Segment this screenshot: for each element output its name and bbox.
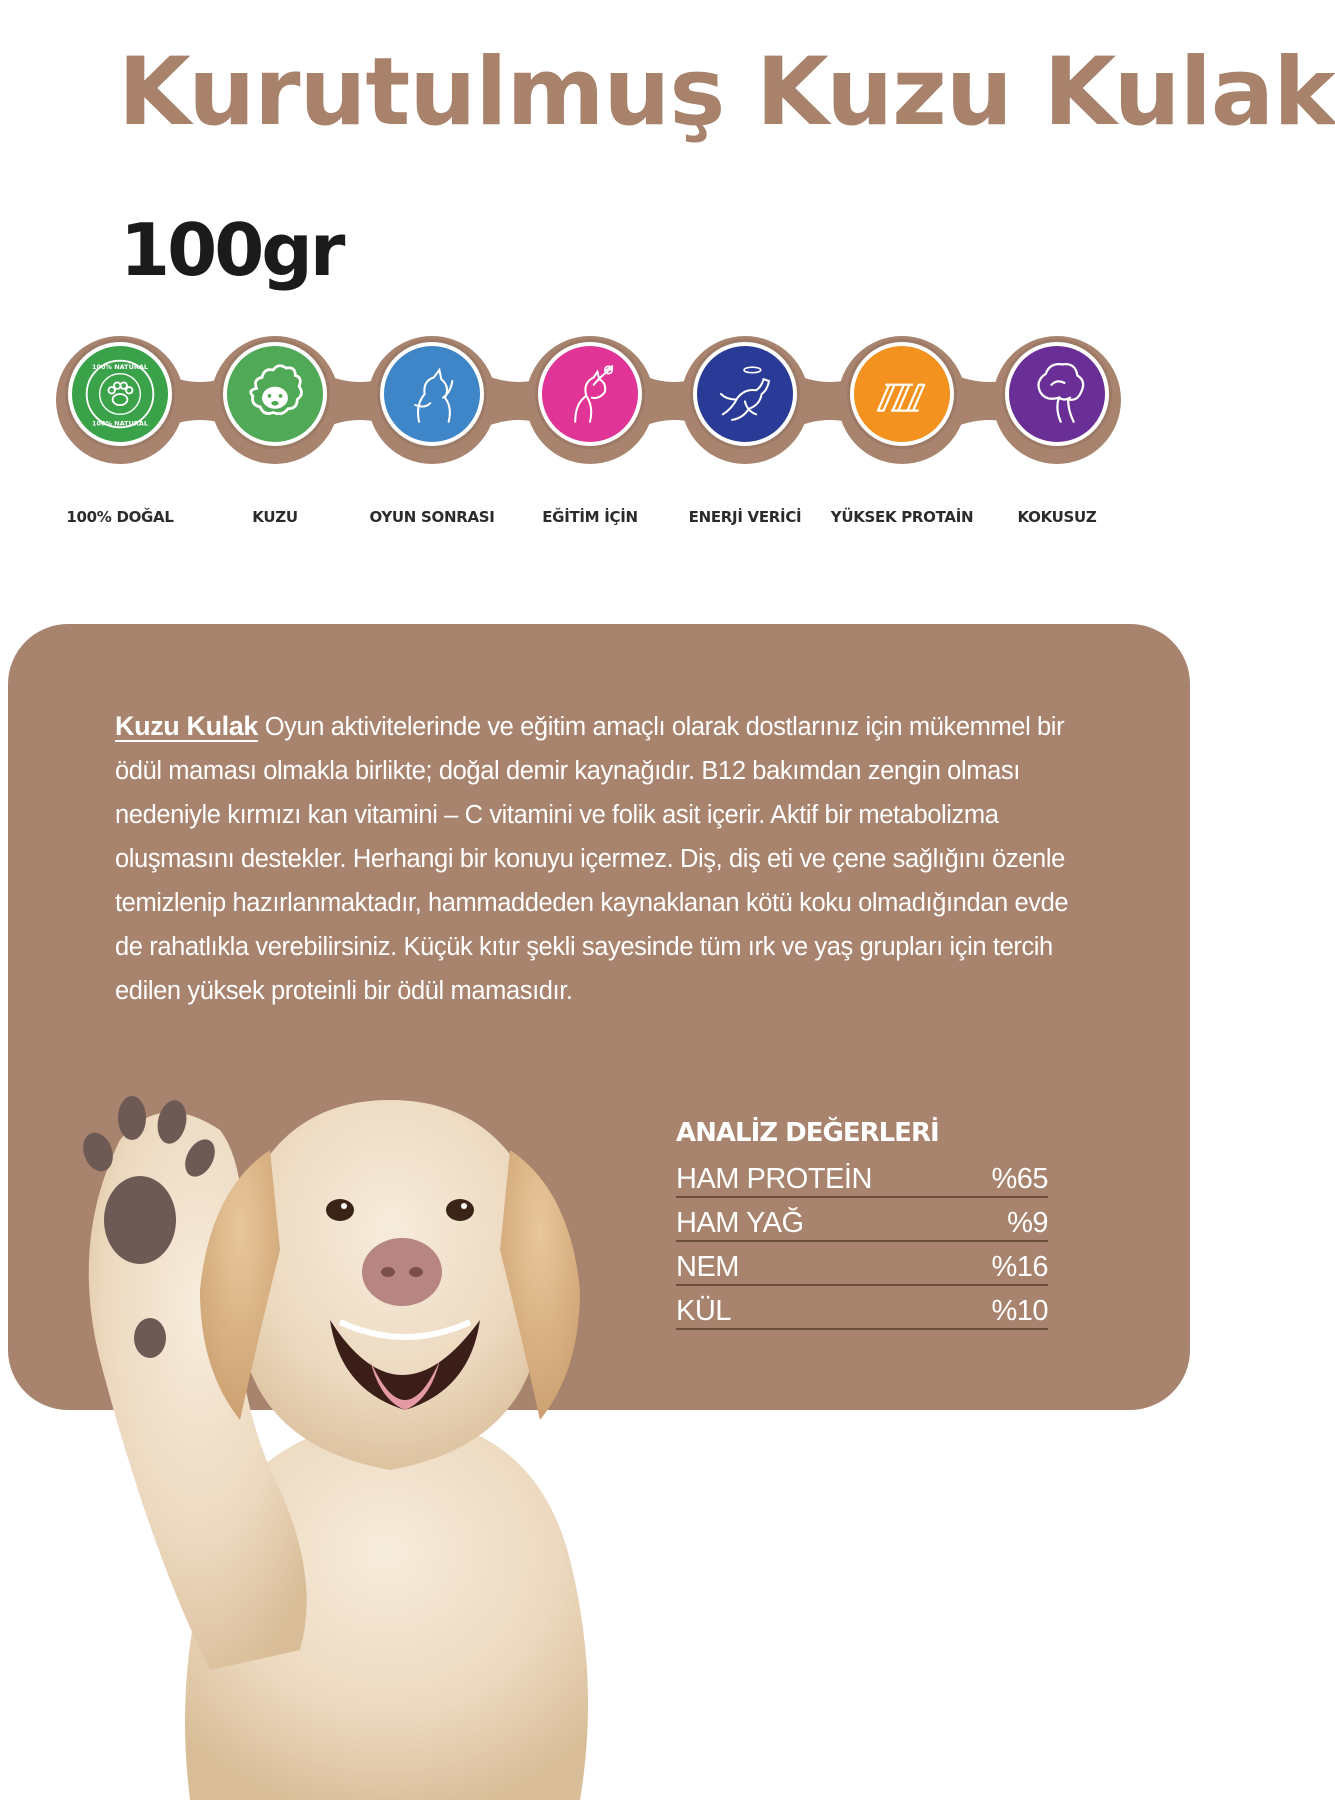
ring-text-bottom: 100% NATURAL: [92, 419, 148, 428]
analysis-row: [676, 1154, 1048, 1198]
badge-energy: [693, 342, 797, 446]
badge-training: [538, 342, 642, 446]
product-description: [115, 704, 1075, 1013]
badge-label-training: EĞİTİM İÇİN: [542, 508, 638, 526]
ring-text-top: 100% NATURAL: [92, 363, 148, 372]
badge-label-odorless: KOKUSUZ: [1017, 508, 1097, 526]
badge-odorless: [1005, 342, 1109, 446]
analysis-value: %9: [1007, 1207, 1048, 1239]
analysis-table: [676, 1118, 1048, 1330]
product-title: Kurutulmuş Kuzu Kulak: [118, 38, 1335, 147]
badge-lamb: [223, 342, 327, 446]
analysis-title: ANALİZ DEĞERLERİ: [676, 1118, 939, 1148]
playing-dog-icon: [395, 357, 469, 431]
lamb-icon: [238, 357, 312, 431]
product-weight: 100gr: [120, 208, 343, 292]
analysis-row: [676, 1242, 1048, 1286]
badge-label-natural: 100% DOĞAL: [66, 508, 174, 526]
protein-icon: [865, 357, 939, 431]
badge-label-lamb: KUZU: [252, 508, 298, 526]
badge-label-energy: ENERJİ VERİCİ: [688, 508, 802, 526]
analysis-name: HAM PROTEİN: [676, 1163, 872, 1195]
paw-natural-icon: [83, 357, 157, 431]
analysis-value: %10: [991, 1295, 1048, 1327]
analysis-value: %16: [991, 1251, 1048, 1283]
analysis-value: %65: [991, 1163, 1048, 1195]
description-lead: Kuzu Kulak: [115, 711, 259, 741]
training-dog-icon: [553, 357, 627, 431]
analysis-row: [676, 1198, 1048, 1242]
badge-label-play: OYUN SONRASI: [369, 508, 495, 526]
odorless-icon: [1020, 357, 1094, 431]
analysis-name: NEM: [676, 1251, 739, 1283]
labrador-dog-image: [40, 1060, 640, 1800]
feature-badges: [0, 330, 1200, 526]
jumping-dog-icon: [708, 357, 782, 431]
badge-natural: [68, 342, 172, 446]
badge-protein: [850, 342, 954, 446]
analysis-row: [676, 1286, 1048, 1330]
analysis-name: HAM YAĞ: [676, 1207, 804, 1239]
badge-play: [380, 342, 484, 446]
analysis-name: KÜL: [676, 1295, 731, 1327]
badge-label-protein: YÜKSEK PROTAİN: [830, 508, 974, 526]
description-text: Oyun aktivitelerinde ve eğitim amaçlı olarak dostlarınız için mükemmel bir ödül maması olmakla birlikte; doğal demir kaynağıdır. B12 bakımdan zengin olması nedeniyle kırmızı kan vitamini – C vitamini ve folik asit içerir. Aktif bir metabolizma oluşmasını destekler. Herhangi bir konuyu içermez. Diş, diş eti ve çene sağlığını özenle temizlenip hazırlanmaktadır, hammaddeden kaynaklanan kötü koku olmadığından evde de rahatlıkla verebilirsiniz. Küçük kıtır şekli sayesinde tüm ırk ve yaş grupları için tercih edilen yüksek proteinli bir ödül mamasıdır.: [115, 713, 1069, 1005]
